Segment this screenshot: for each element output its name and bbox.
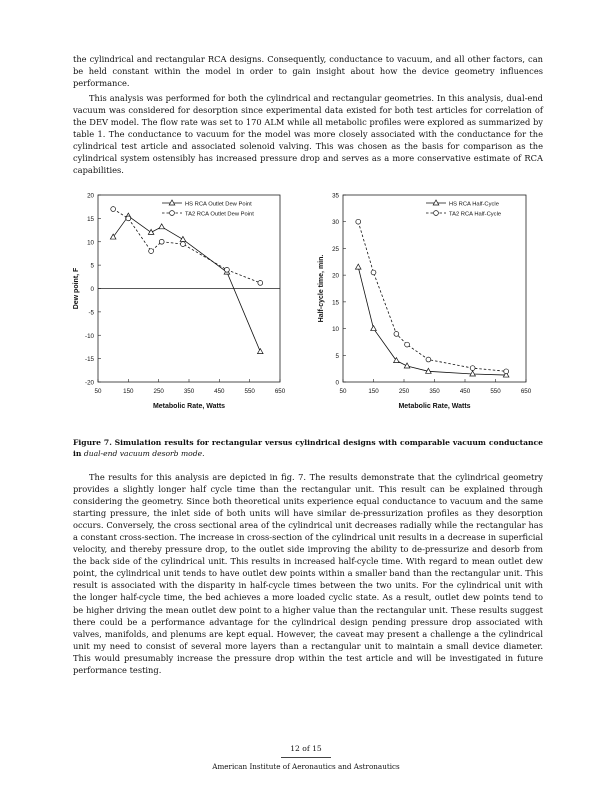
x-tick-label: 150 (368, 388, 379, 395)
x-tick-label: 650 (520, 388, 532, 395)
paragraph-results: The results for this analysis are depicted in fig. 7. The results demonstrate that the cylindrical geometry provides a slightly longer half cycle time than the rectangular unit. This result can be explained through considering the geometry. Since both theoretical units experience equal conductance to vacuum and the same starting pressure, the inlet side of both units will have similar de-pressurization profiles as they desorption occurs. Conversely, the cross sectional area of the cylindrical unit decreases radially while the rectangular has a constant cross-section. The increase in cross-section of the cylindrical unit results in a decrease in superficial velocity, and thereby pressure drop, to the outlet side improving the ability to de-pressurize and desorb from the back side of the cylindrical unit. This results in increased half-cycle time. With regard to mean outlet dew point, the cylindrical unit tends to have outlet dew points within a smaller band than the rectangular unit. This result is associated with the disparity in half-cycle times between the two units. For the cylindrical unit with the longer half-cycle time, the bed achieves a more loaded cyclic state. As a result, outlet dew points tend to be higher driving the mean outlet dew point to a higher value than the rectangular unit. These results suggest there could be a performance advantage for the cylindrical design pending pressure drop associated with valves, manifolds, and plenums are kept equal. However, the caveat may present a challenge a the cylindrical unit my need to consist of several more layers than a rectangular unit to maintain a small device diameter. This would presumably increase the pressure drop within the test article and will be investigated in future performance testing. (73, 472, 543, 675)
data-point-circle (258, 280, 263, 285)
y-tick-label: 10 (87, 239, 94, 247)
data-point-circle (426, 357, 431, 362)
y-axis-label: Half-cycle time, min. (318, 254, 325, 323)
y-tick-label: -20 (85, 379, 94, 387)
data-point-triangle (148, 229, 154, 234)
x-tick-label: 350 (183, 388, 195, 395)
y-tick-label: 15 (332, 299, 339, 307)
page-number: 12 of 15 (290, 744, 322, 753)
chart-left (73, 193, 286, 411)
data-point-triangle (180, 236, 186, 241)
x-tick-label: 550 (490, 388, 501, 395)
y-tick-label: 35 (332, 192, 339, 200)
y-tick-label: -10 (85, 332, 94, 340)
x-tick-label: 650 (274, 388, 286, 395)
data-point-circle (394, 332, 399, 337)
data-point-circle (405, 342, 410, 347)
x-tick-label: 350 (429, 388, 440, 395)
legend-label: TA2 RCA Half-Cycle (449, 211, 502, 218)
x-axis-label: Metabolic Rate, Watts (152, 403, 226, 410)
figure-7-charts (60, 186, 552, 418)
y-tick-label: 15 (87, 215, 94, 223)
data-point-circle (159, 239, 164, 244)
caption-bold-text: Simulation results for rectangular versus cylindrical designs with comparable vacuum conductance in (73, 438, 543, 458)
x-tick-label: 50 (94, 388, 102, 395)
x-axis-label: Metabolic Rate, Watts (398, 403, 471, 410)
legend-marker-circle (434, 211, 439, 216)
legend-label: TA2 RCA Outlet Dew Point (185, 211, 254, 218)
data-point-circle (225, 267, 230, 272)
y-tick-label: 25 (332, 245, 339, 253)
plot-frame (343, 195, 526, 382)
data-point-circle (149, 249, 154, 254)
series-line-hs (113, 216, 260, 352)
y-tick-label: -15 (85, 356, 94, 364)
paragraph-intro: the cylindrical and rectangular RCA designs. Consequently, conductance to vacuum, and all other factors, can be held constant within the model in order to gain insight about how the device geometry influences performance. (73, 54, 543, 89)
y-tick-label: 0 (90, 286, 94, 293)
data-point-circle (111, 207, 116, 212)
caption-italic-text: dual-end vacuum desorb mode. (83, 449, 205, 458)
caption-label: Figure 7. (73, 438, 112, 447)
x-tick-label: 450 (459, 388, 471, 395)
y-tick-label: 5 (90, 262, 94, 270)
x-tick-label: 450 (214, 388, 225, 395)
chart-right (318, 193, 532, 411)
footer-divider (281, 757, 331, 758)
x-tick-label: 250 (153, 388, 164, 395)
y-tick-label: 0 (335, 379, 339, 387)
y-tick-label: 5 (335, 352, 339, 360)
series-line-ta2 (358, 222, 506, 372)
data-point-triangle (257, 349, 263, 354)
data-point-triangle (371, 326, 377, 331)
legend-marker-circle (170, 211, 175, 216)
legend-marker-triangle (433, 200, 439, 205)
data-point-triangle (355, 264, 361, 269)
x-tick-label: 550 (244, 388, 255, 395)
x-tick-label: 150 (123, 388, 134, 395)
y-tick-label: 30 (332, 219, 339, 227)
data-point-triangle (404, 363, 410, 368)
figure-caption (73, 437, 543, 459)
footer-organization: American Institute of Aeronautics and Astronautics (212, 762, 400, 771)
data-point-circle (470, 366, 475, 371)
data-point-circle (181, 242, 186, 247)
series-line-ta2 (113, 209, 260, 283)
data-point-circle (504, 369, 509, 374)
y-tick-label: 10 (332, 326, 339, 334)
x-tick-label: 50 (339, 388, 347, 395)
y-tick-label: 20 (332, 272, 339, 280)
legend-marker-triangle (169, 200, 175, 205)
y-tick-label: 20 (87, 192, 94, 200)
legend-label: HS RCA Outlet Dew Point (185, 201, 252, 208)
data-point-circle (126, 216, 131, 221)
paragraph-analysis: This analysis was performed for both the cylindrical and rectangular geometries. In this analysis, dual-end vacuum was considered for desorption since experimental data existed for both test articles for correlation of the DEV model. The flow rate was set to 170 ALM while all metabolic profiles were explored as summarized by table 1. The conductance to vacuum for the model was more closely associated with the conductance for the cylindrical test article and associated solenoid valving. This was chosen as the basis for comparison as the cylindrical system ostensibly has increased pressure drop and serves as a more conservative estimate of RCA capabilities. (73, 93, 543, 176)
legend-label: HS RCA Half-Cycle (449, 201, 499, 208)
series-line-hs (358, 267, 506, 375)
data-point-triangle (159, 224, 165, 229)
y-axis-label: Dew point, F (73, 267, 80, 310)
x-tick-label: 250 (398, 388, 410, 395)
data-point-circle (371, 270, 376, 275)
y-tick-label: -5 (88, 309, 94, 317)
data-point-circle (356, 219, 361, 224)
